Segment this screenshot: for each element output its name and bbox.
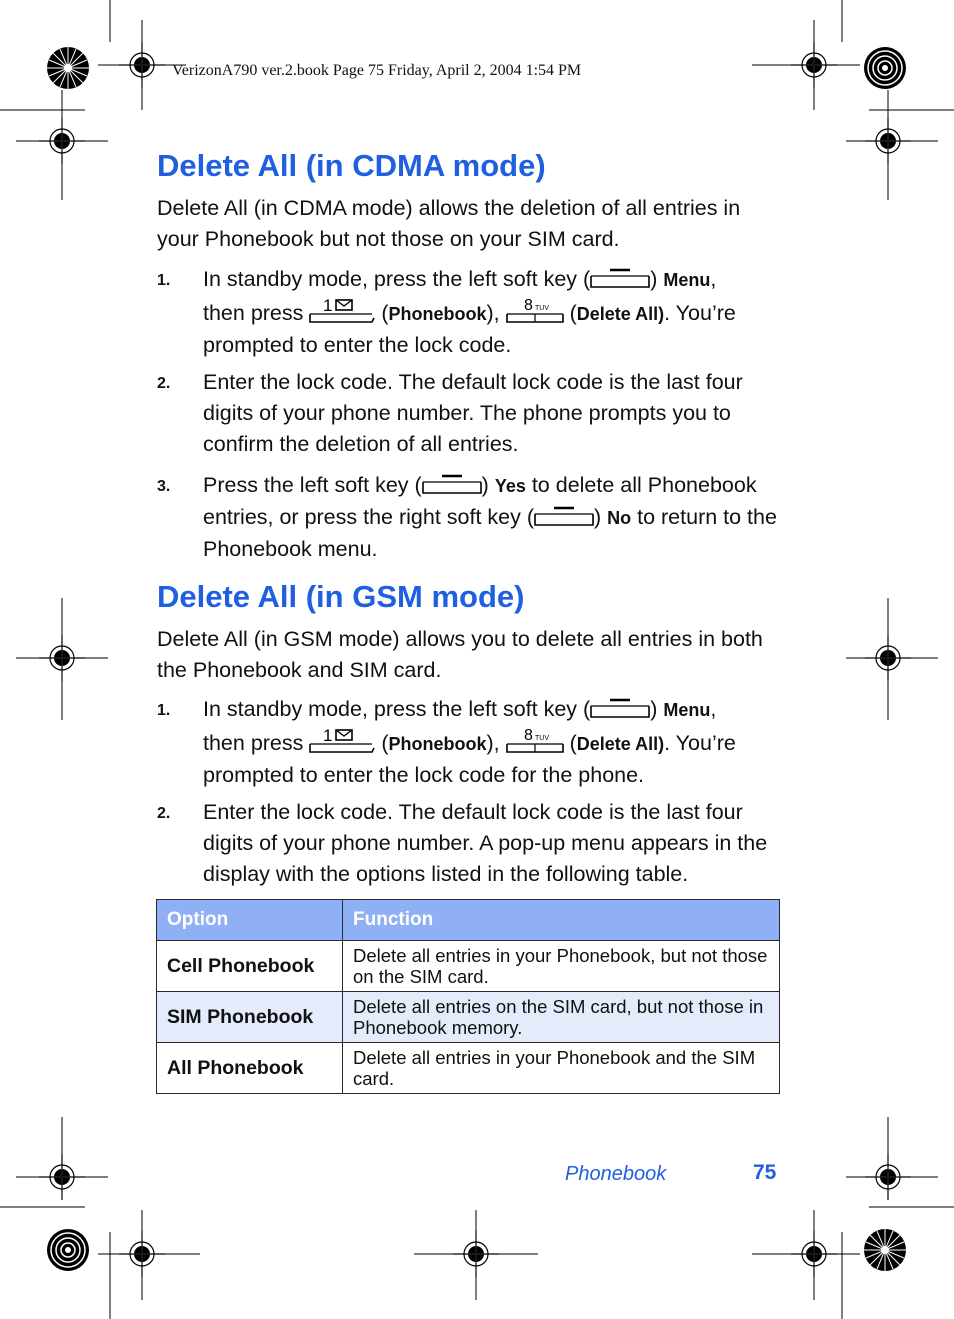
left-soft-key-icon bbox=[590, 696, 650, 720]
step-number: 2. bbox=[157, 805, 171, 822]
cdma-step-1 bbox=[157, 264, 787, 357]
step-number: 1. bbox=[157, 272, 171, 289]
svg-text:TUV: TUV bbox=[534, 305, 549, 312]
cdma-step-3 bbox=[157, 470, 787, 563]
svg-text:1: 1 bbox=[323, 726, 333, 745]
table-row bbox=[157, 941, 780, 992]
table-row bbox=[157, 992, 780, 1043]
cdma-step-2 bbox=[157, 367, 787, 460]
cdma-intro: Delete All (in CDMA mode) allows the deletion of all entries in your Phonebook but not those on your SIM card. bbox=[157, 196, 741, 251]
left-soft-key-icon bbox=[590, 266, 650, 290]
step-text: Enter the lock code. The default lock code is the last four digits of your phone number. A pop-up menu appears in the display with the options listed in the following table. bbox=[203, 800, 768, 886]
option-cell: All Phonebook bbox=[157, 1043, 343, 1094]
function-cell: Delete all entries in your Phonebook and the SIM card. bbox=[343, 1043, 780, 1094]
footer-section-name: Phonebook bbox=[565, 1163, 667, 1185]
svg-text:8: 8 bbox=[523, 727, 533, 744]
svg-text:1: 1 bbox=[323, 296, 333, 315]
function-cell: Delete all entries on the SIM card, but not those in Phonebook memory. bbox=[343, 992, 780, 1043]
step-number: 3. bbox=[157, 478, 171, 495]
menu-label: Menu bbox=[663, 700, 711, 720]
key-8-tuv-icon bbox=[506, 726, 564, 754]
function-cell: Delete all entries in your Phonebook, but not those on the SIM card. bbox=[343, 941, 780, 992]
option-cell: Cell Phonebook bbox=[157, 941, 343, 992]
step-text: In standby mode, press the left soft key ( ) Menu, then press 1 (Phonebook), 8 TUV (Delete All). You’re prompted to enter the lock code. bbox=[203, 267, 736, 357]
step-number: 1. bbox=[157, 702, 171, 719]
key-1-voicemail-icon bbox=[309, 296, 375, 324]
menu-label: Menu bbox=[663, 270, 711, 290]
cdma-section-title: Delete All (in CDMA mode) bbox=[157, 148, 546, 183]
step-text: Enter the lock code. The default lock code is the last four digits of your phone number. The phone prompts you to confirm the deletion of all entries. bbox=[203, 370, 743, 456]
left-soft-key-icon bbox=[422, 472, 482, 496]
column-header-option: Option bbox=[157, 900, 343, 941]
delete-all-label: Delete All) bbox=[576, 304, 665, 324]
no-label: No bbox=[607, 508, 632, 528]
key-1-voicemail-icon bbox=[309, 726, 375, 754]
step-text: Press the left soft key ( ) Yes to delete all Phonebook entries, or press the right soft key ( ) No to return to the Phonebook menu. bbox=[203, 473, 777, 561]
right-soft-key-icon bbox=[534, 504, 594, 528]
gsm-intro: Delete All (in GSM mode) allows you to delete all entries in both the Phonebook and SIM card. bbox=[157, 627, 763, 682]
table-row bbox=[157, 1043, 780, 1094]
page-number: 75 bbox=[753, 1161, 777, 1184]
gsm-section-title: Delete All (in GSM mode) bbox=[157, 579, 525, 614]
phonebook-options-table bbox=[156, 899, 780, 1094]
svg-text:TUV: TUV bbox=[534, 735, 549, 742]
option-cell: SIM Phonebook bbox=[157, 992, 343, 1043]
delete-all-label: Delete All) bbox=[576, 734, 665, 754]
step-text: In standby mode, press the left soft key ( ) Menu, then press 1 (Phonebook), 8 TUV (Delete All). You’re prompted to enter the lock code for the phone. bbox=[203, 697, 736, 787]
gsm-step-1 bbox=[157, 694, 787, 787]
column-header-function: Function bbox=[343, 900, 780, 941]
key-8-tuv-icon bbox=[506, 296, 564, 324]
yes-label: Yes bbox=[494, 476, 526, 496]
phonebook-label: Phonebook bbox=[388, 304, 487, 324]
step-number: 2. bbox=[157, 375, 171, 392]
print-header-line: VerizonA790 ver.2.book Page 75 Friday, April 2, 2004 1:54 PM bbox=[172, 62, 582, 79]
gsm-step-2 bbox=[157, 797, 787, 890]
table-header-row bbox=[157, 900, 780, 941]
svg-text:8: 8 bbox=[523, 297, 533, 314]
phonebook-label: Phonebook bbox=[388, 734, 487, 754]
